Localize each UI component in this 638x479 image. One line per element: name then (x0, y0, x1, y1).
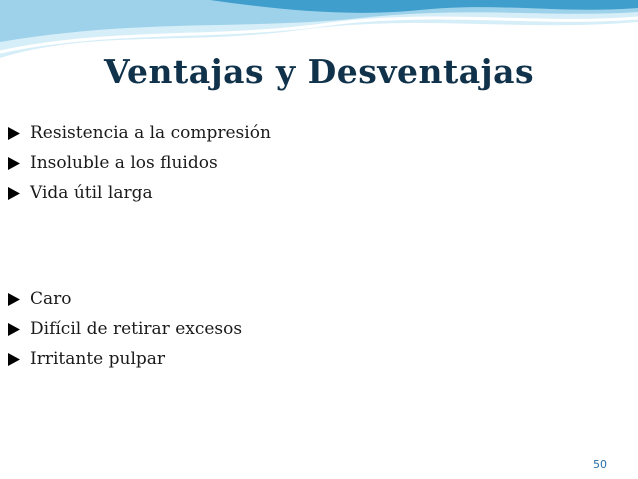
triangle-bullet-icon (6, 186, 21, 201)
disadvantage-text: Caro (30, 289, 72, 309)
disadvantage-text: Difícil de retirar excesos (30, 319, 243, 339)
triangle-bullet-icon (6, 156, 21, 171)
triangle-bullet-icon (6, 352, 21, 367)
triangle-bullet-icon (6, 322, 21, 337)
triangle-bullet-icon (6, 126, 21, 141)
advantage-item (6, 178, 271, 208)
disadvantage-item (6, 284, 242, 314)
disadvantage-item (6, 314, 242, 344)
triangle-bullet-icon (6, 292, 21, 307)
advantage-text: Resistencia a la compresión (30, 123, 271, 143)
slide-title: Ventajas y Desventajas (103, 52, 535, 91)
page-number: 50 (593, 458, 607, 471)
advantage-text: Insoluble a los fluidos (30, 153, 218, 173)
disadvantage-text: Irritante pulpar (30, 349, 166, 369)
disadvantage-item (6, 344, 242, 374)
advantage-text: Vida útil larga (30, 183, 153, 203)
advantage-item (6, 118, 271, 148)
advantage-item (6, 148, 271, 178)
disadvantages-list (6, 284, 242, 374)
advantages-list (6, 118, 271, 208)
